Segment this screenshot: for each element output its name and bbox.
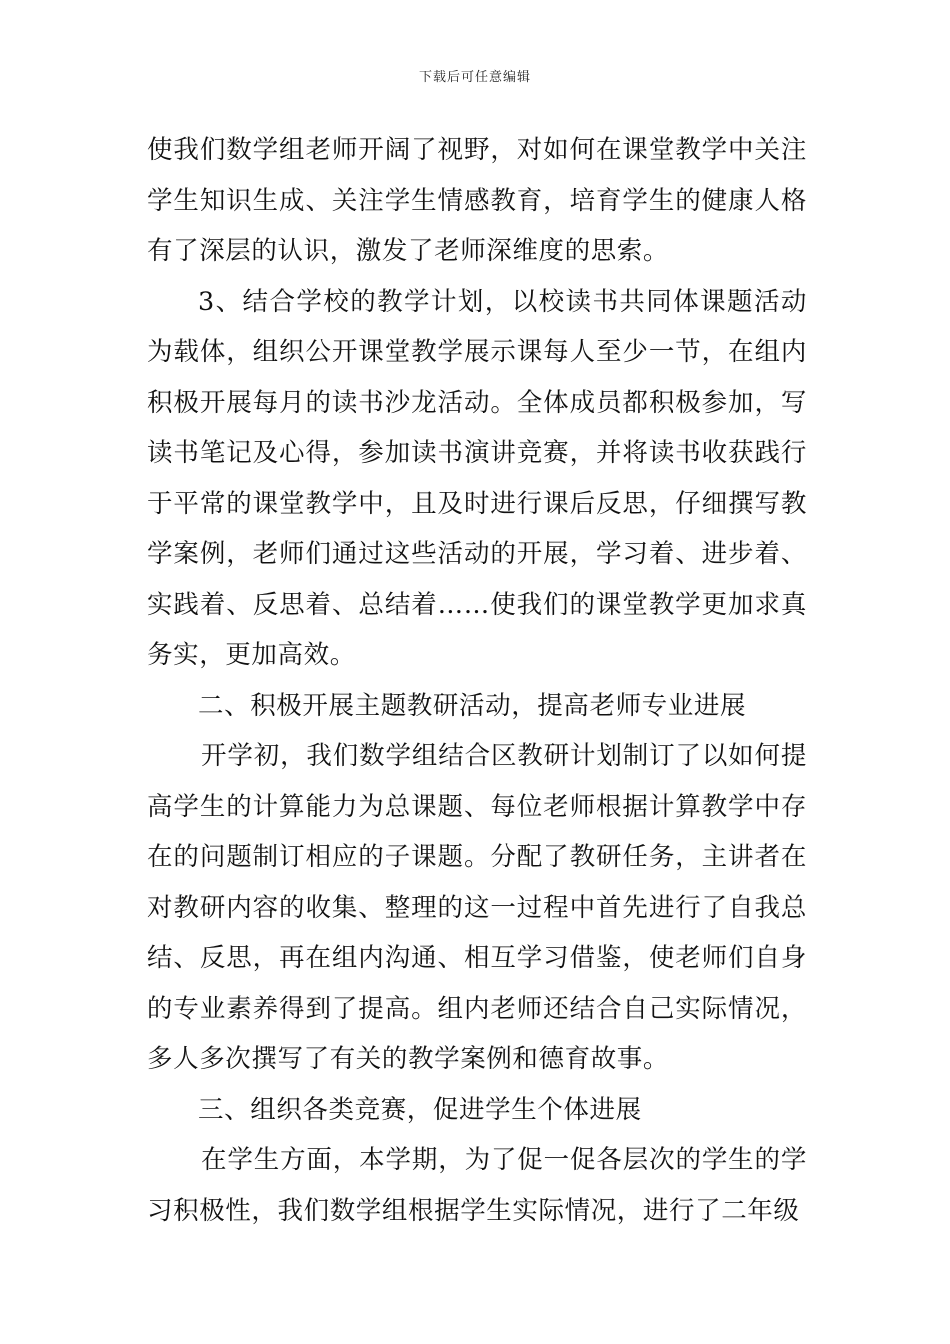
paragraph-students: 在学生方面，本学期，为了促一促各层次的学生的学习积极性，我们数学组根据学生实际情况，进行了二年级 (147, 1145, 807, 1226)
paragraph-continuation: 使我们数学组老师开阔了视野，对如何在课堂教学中关注学生知识生成、关注学生情感教育，培育学生的健康人格有了深层的认识，激发了老师深维度的思索。 (147, 135, 807, 266)
paragraph-item-3: 3、结合学校的教学计划，以校读书共同体课题活动为载体，组织公开课堂教学展示课每人至少一节，在组内积极开展每月的读书沙龙活动。全体成员都积极参加，写读书笔记及心得，参加读书演讲竞赛，并将读书收获践行于平常的课堂教学中，且及时进行课后反思，仔细撰写教学案例，老师们通过这些活动的开展，学习着、进步着、实践着、反思着、总结着……使我们的课堂教学更加求真务实，更加高效。 (147, 286, 807, 670)
paragraph-research: 开学初，我们数学组结合区教研计划制订了以如何提高学生的计算能力为总课题、每位老师根据计算教学中存在的问题制订相应的子课题。分配了教研任务，主讲者在对教研内容的收集、整理的这一过程中首先进行了自我总结、反思，再在组内沟通、相互学习借鉴，使老师们自身的专业素养得到了提高。组内老师还结合自己实际情况，多人多次撰写了有关的教学案例和德育故事。 (147, 741, 807, 1074)
section-heading-2: 二、积极开展主题教研活动，提高老师专业进展 (198, 690, 747, 721)
document-body (147, 125, 807, 1236)
header-note: 下载后可任意编辑 (418, 70, 531, 85)
section-heading-3: 三、组织各类竞赛，促进学生个体进展 (198, 1094, 642, 1125)
